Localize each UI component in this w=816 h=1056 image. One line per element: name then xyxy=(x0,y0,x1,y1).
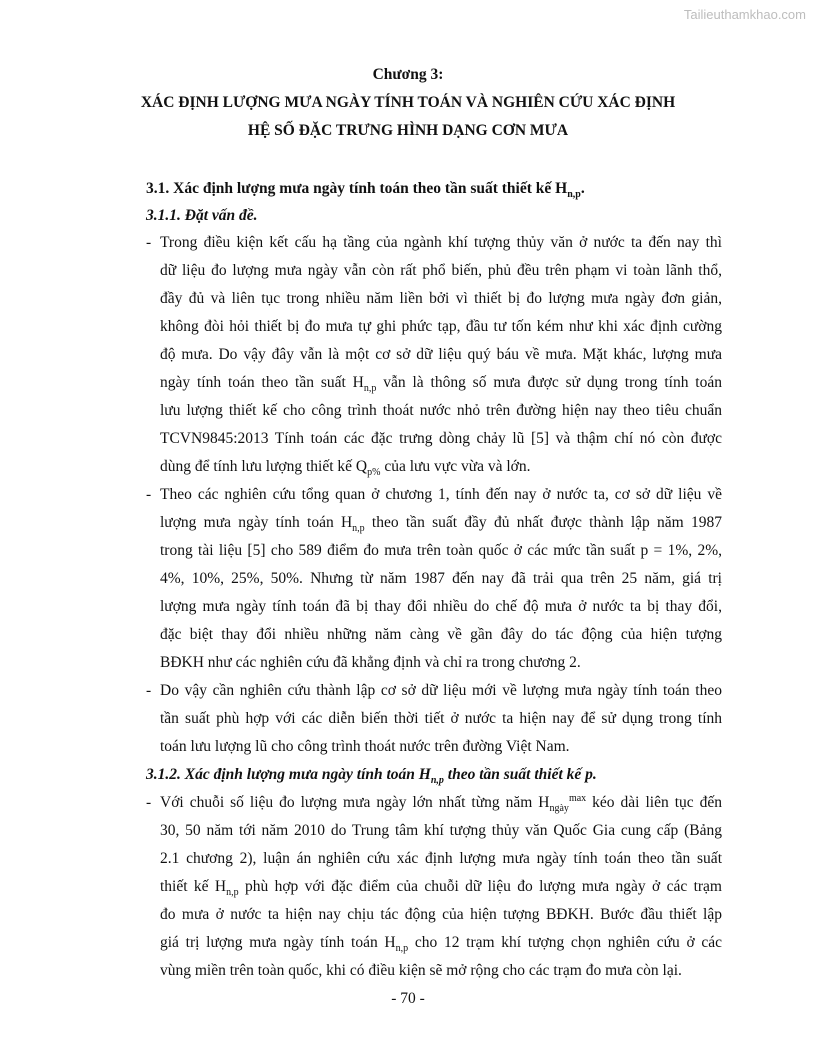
bullet-marker: - xyxy=(146,682,152,699)
para3-line: tần suất phù hợp với các diễn biến thời tiết ở nước ta hiện nay để sử dụng trong tính xyxy=(160,710,722,727)
chapter-title-line-1: XÁC ĐỊNH LƯỢNG MƯA NGÀY TÍNH TOÁN VÀ NGHIÊN CỨU XÁC ĐỊNH xyxy=(140,94,676,111)
section-3-1-heading: 3.1. Xác định lượng mưa ngày tính toán theo tần suất thiết kế $H_{n,p}$. xyxy=(146,180,585,201)
para1-line: TCVN9845:2013 Tính toán các đặc trưng dòng chảy lũ [5] và thậm chí nó còn được xyxy=(160,430,722,447)
para4-line: 30, 50 năm tới năm 2010 do Trung tâm khí tượng thủy văn Quốc Gia cung cấp (Bảng xyxy=(160,822,722,839)
para1-line: dữ liệu đo lượng mưa ngày vẫn còn rất phổ biến, phủ đều trên phạm vi toàn lãnh thổ, xyxy=(160,262,722,279)
para4-line: đo mưa ở nước ta hiện nay chịu tác động của hiện tượng BĐKH. Bước đầu thiết lập xyxy=(160,906,722,923)
page-number: - 70 - xyxy=(391,990,425,1007)
para4-line: vùng miền trên toàn quốc, khi có điều kiện sẽ mở rộng cho các trạm đo mưa còn lại. xyxy=(160,962,682,979)
para4-line: Với chuỗi số liệu đo lượng mưa ngày lớn nhất từng năm $H_{ngày}^{max}$ kéo dài liên tục đến xyxy=(160,792,722,815)
chapter-number: Chương 3: xyxy=(372,66,444,83)
bullet-marker: - xyxy=(146,486,152,503)
para3-line: Do vậy cần nghiên cứu thành lập cơ sở dữ liệu mới về lượng mưa ngày tính toán theo xyxy=(160,682,722,699)
para3-line: toán lưu lượng lũ cho công trình thoát nước trên đường Việt Nam. xyxy=(160,738,570,755)
para4-line: thiết kế $H_{n,p}$ phù hợp với đặc điểm của chuỗi dữ liệu đo lượng mưa ngày ở các trạm xyxy=(160,878,722,899)
para2-line: đặc biệt thay đổi nhiều những năm càng về gần đây do tác động của hiện tượng xyxy=(160,626,722,643)
para2-line: lượng mưa ngày tính toán $H_{n,p}$ theo tần suất đầy đủ nhất được thành lập năm 1987 xyxy=(160,514,722,535)
para4-line: 2.1 chương 2), luận án nghiên cứu xác định lượng mưa ngày tính toán theo tần suất xyxy=(160,850,722,867)
watermark: Tailieuthamkhao.com xyxy=(683,7,806,22)
para1-line: ngày tính toán theo tần suất $H_{n,p}$ vẫn là thông số mưa được sử dụng trong tính toán xyxy=(160,374,722,395)
para1-line: đầy đủ và liên tục trong nhiều năm liền bởi vì thiết bị đo lượng mưa ngày đơn giản, xyxy=(160,290,722,307)
para2-line: trong tài liệu [5] cho 589 điểm đo mưa trên toàn quốc ở các mức tần suất p = 1%, 2%, xyxy=(160,542,722,559)
para4-line: giá trị lượng mưa ngày tính toán $H_{n,p}$ cho 12 trạm khí tượng chọn nghiên cứu ở các xyxy=(160,934,722,955)
para2-line: BĐKH như các nghiên cứu đã khẳng định và chỉ ra trong chương 2. xyxy=(160,654,581,671)
para2-line: lượng mưa ngày tính toán đã bị thay đổi nhiều do chế độ mưa ở nước ta bị thay đổi, xyxy=(160,598,722,615)
para1-line: dùng để tính lưu lượng thiết kế $Q_{p\%}$ của lưu vực vừa và lớn. xyxy=(160,458,531,479)
para2-line: 4%, 10%, 25%, 50%. Nhưng từ năm 1987 đến nay đã trải qua trên 25 năm, giá trị xyxy=(160,570,722,587)
chapter-title-line-2: HỆ SỐ ĐẶC TRƯNG HÌNH DẠNG CƠN MƯA xyxy=(247,122,569,139)
para1-line: không đòi hỏi thiết bị đo mưa tự ghi phức tạp, đầu tư tốn kém như khi xác định cường xyxy=(160,318,722,335)
para1-line: lưu lượng thiết kế cho công trình thoát nước nhỏ trên đường hiện nay theo tiêu chuẩn xyxy=(160,402,722,419)
para2-line: Theo các nghiên cứu tổng quan ở chương 1, tính đến nay ở nước ta, cơ sở dữ liệu về xyxy=(160,486,722,503)
bullet-marker: - xyxy=(146,794,152,811)
section-3-1-1-heading: 3.1.1. Đặt vấn đề. xyxy=(146,207,258,224)
para1-line: Trong điều kiện kết cấu hạ tầng của ngành khí tượng thủy văn ở nước ta đến nay thì xyxy=(160,234,722,251)
section-3-1-2-heading: 3.1.2. Xác định lượng mưa ngày tính toán $H_{n,p}$ theo tần suất thiết kế p. xyxy=(146,766,597,787)
bullet-marker: - xyxy=(146,234,152,251)
para1-line: độ mưa. Do vậy đây vẫn là một cơ sở dữ liệu quý báu về mưa. Mặt khác, lượng mưa xyxy=(160,346,722,363)
